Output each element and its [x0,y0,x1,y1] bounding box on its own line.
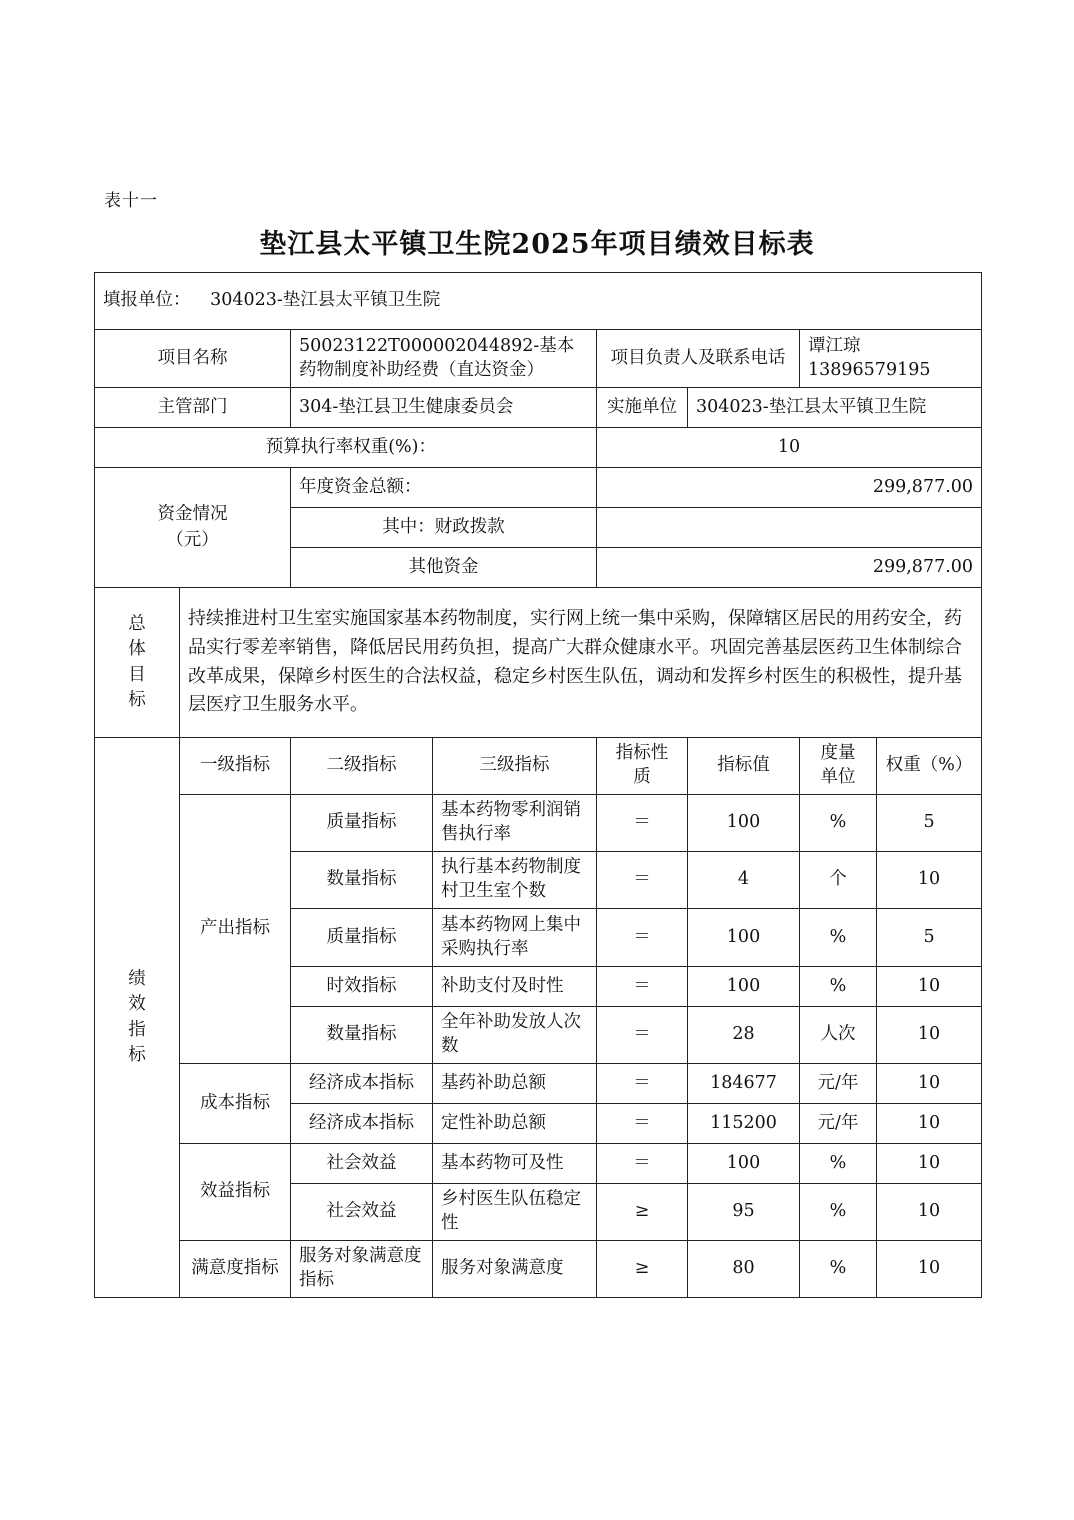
reporting-unit-value: 304023-垫江县太平镇卫生院 [210,290,441,311]
row-level2: 社会效益 [291,1144,433,1184]
row-level2: 经济成本指标 [291,1064,433,1104]
performance-indicator-label: 绩 效 指 标 [95,738,180,1298]
row-level2: 社会效益 [291,1184,433,1241]
funds-label [95,468,291,588]
row-level3: 基本药物网上集中采购执行率 [433,909,597,967]
row-nature: ＝ [597,1064,688,1104]
row-nature: ＝ [597,1104,688,1144]
row-nature: ＝ [597,852,688,909]
header-level3: 三级指标 [433,738,597,795]
row-unit: 人次 [800,1007,877,1064]
row-level3: 基本药物零利润销售执行率 [433,795,597,852]
table-row [95,1144,982,1184]
row-level2: 服务对象满意度指标 [291,1241,433,1298]
funds-fiscal-label: 其中：财政拨款 [291,508,597,548]
row-level2: 数量指标 [291,1007,433,1064]
row-nature: ＝ [597,967,688,1007]
contact-phone: 13896579195 [808,359,931,380]
row-value: 28 [688,1007,800,1064]
funds-fiscal-value [597,508,982,548]
header-unit: 度量单位 [800,738,877,795]
project-contact-value [800,330,982,388]
contact-name: 谭江琼 [808,335,861,356]
project-name-label: 项目名称 [95,330,291,388]
row-weight: 10 [877,1007,982,1064]
project-name-value: 50023122T000002044892-基本药物制度补助经费（直达资金） [291,330,597,388]
row-level2: 经济成本指标 [291,1104,433,1144]
table-row [95,1241,982,1298]
table-row [95,1064,982,1104]
row-level3: 执行基本药物制度村卫生室个数 [433,852,597,909]
row-value: 115200 [688,1104,800,1144]
row-unit: % [800,909,877,967]
row-unit: % [800,1241,877,1298]
budget-weight-value: 10 [597,428,982,468]
row-level3: 乡村医生队伍稳定性 [433,1184,597,1241]
funds-total-value: 299,877.00 [597,468,982,508]
group-cost: 成本指标 [180,1064,291,1144]
row-nature: ＝ [597,795,688,852]
row-nature: ≥ [597,1241,688,1298]
row-nature: ＝ [597,1144,688,1184]
row-value: 80 [688,1241,800,1298]
row-weight: 5 [877,909,982,967]
dept-value: 304-垫江县卫生健康委员会 [291,388,597,428]
row-weight: 10 [877,1184,982,1241]
row-level3: 服务对象满意度 [433,1241,597,1298]
row-value: 100 [688,1144,800,1184]
group-benefit: 效益指标 [180,1144,291,1241]
row-unit: 个 [800,852,877,909]
row-value: 95 [688,1184,800,1241]
row-unit: % [800,967,877,1007]
row-nature: ＝ [597,909,688,967]
header-nature: 指标性质 [597,738,688,795]
reporting-unit-label: 填报单位： [103,290,191,311]
row-value: 100 [688,967,800,1007]
funds-other-value: 299,877.00 [597,548,982,588]
table-row [95,795,982,852]
row-nature: ＝ [597,1007,688,1064]
row-level2: 时效指标 [291,967,433,1007]
row-weight: 10 [877,1241,982,1298]
row-unit: % [800,795,877,852]
dept-label: 主管部门 [95,388,291,428]
impl-unit-value: 304023-垫江县太平镇卫生院 [688,388,982,428]
reporting-unit-cell [95,273,982,330]
row-unit: 元/年 [800,1104,877,1144]
row-level2: 数量指标 [291,852,433,909]
table-label: 表十一 [104,191,158,211]
row-weight: 10 [877,852,982,909]
funds-label-line1: 资金情况 [157,504,228,525]
header-level1: 一级指标 [180,738,291,795]
row-weight: 10 [877,967,982,1007]
row-level3: 基药补助总额 [433,1064,597,1104]
row-weight: 5 [877,795,982,852]
row-value: 4 [688,852,800,909]
overall-goal-text: 持续推进村卫生室实施国家基本药物制度，实行网上统一集中采购，保障辖区居民的用药安全，药品实行零差率销售，降低居民用药负担，提高广大群众健康水平。巩固完善基层医药卫生体制综合改革成果，保障乡村医生的合法权益，稳定乡村医生队伍，调动和发挥乡村医生的积极性，提升基层医疗卫生服务水平。 [180,588,982,738]
project-contact-label: 项目负责人及联系电话 [597,330,800,388]
row-unit: % [800,1144,877,1184]
group-output: 产出指标 [180,795,291,1064]
row-value: 184677 [688,1064,800,1104]
row-value: 100 [688,909,800,967]
row-weight: 10 [877,1064,982,1104]
impl-unit-label: 实施单位 [597,388,688,428]
row-unit: % [800,1184,877,1241]
budget-weight-label: 预算执行率权重(%)： [95,428,597,468]
funds-label-line2: （元） [166,529,219,550]
page-title: 垫江县太平镇卫生院2025年项目绩效目标表 [259,229,815,260]
row-nature: ≥ [597,1184,688,1241]
funds-total-label: 年度资金总额： [291,468,597,508]
header-level2: 二级指标 [291,738,433,795]
header-value: 指标值 [688,738,800,795]
performance-target-table [94,272,982,1298]
row-value: 100 [688,795,800,852]
row-level3: 全年补助发放人次数 [433,1007,597,1064]
overall-goal-label: 总 体 目 标 [95,588,180,738]
row-level3: 补助支付及时性 [433,967,597,1007]
row-weight: 10 [877,1144,982,1184]
row-level2: 质量指标 [291,909,433,967]
row-level3: 定性补助总额 [433,1104,597,1144]
row-level3: 基本药物可及性 [433,1144,597,1184]
group-satisfaction: 满意度指标 [180,1241,291,1298]
row-level2: 质量指标 [291,795,433,852]
funds-other-label: 其他资金 [291,548,597,588]
row-weight: 10 [877,1104,982,1144]
row-unit: 元/年 [800,1064,877,1104]
header-weight: 权重（%） [877,738,982,795]
